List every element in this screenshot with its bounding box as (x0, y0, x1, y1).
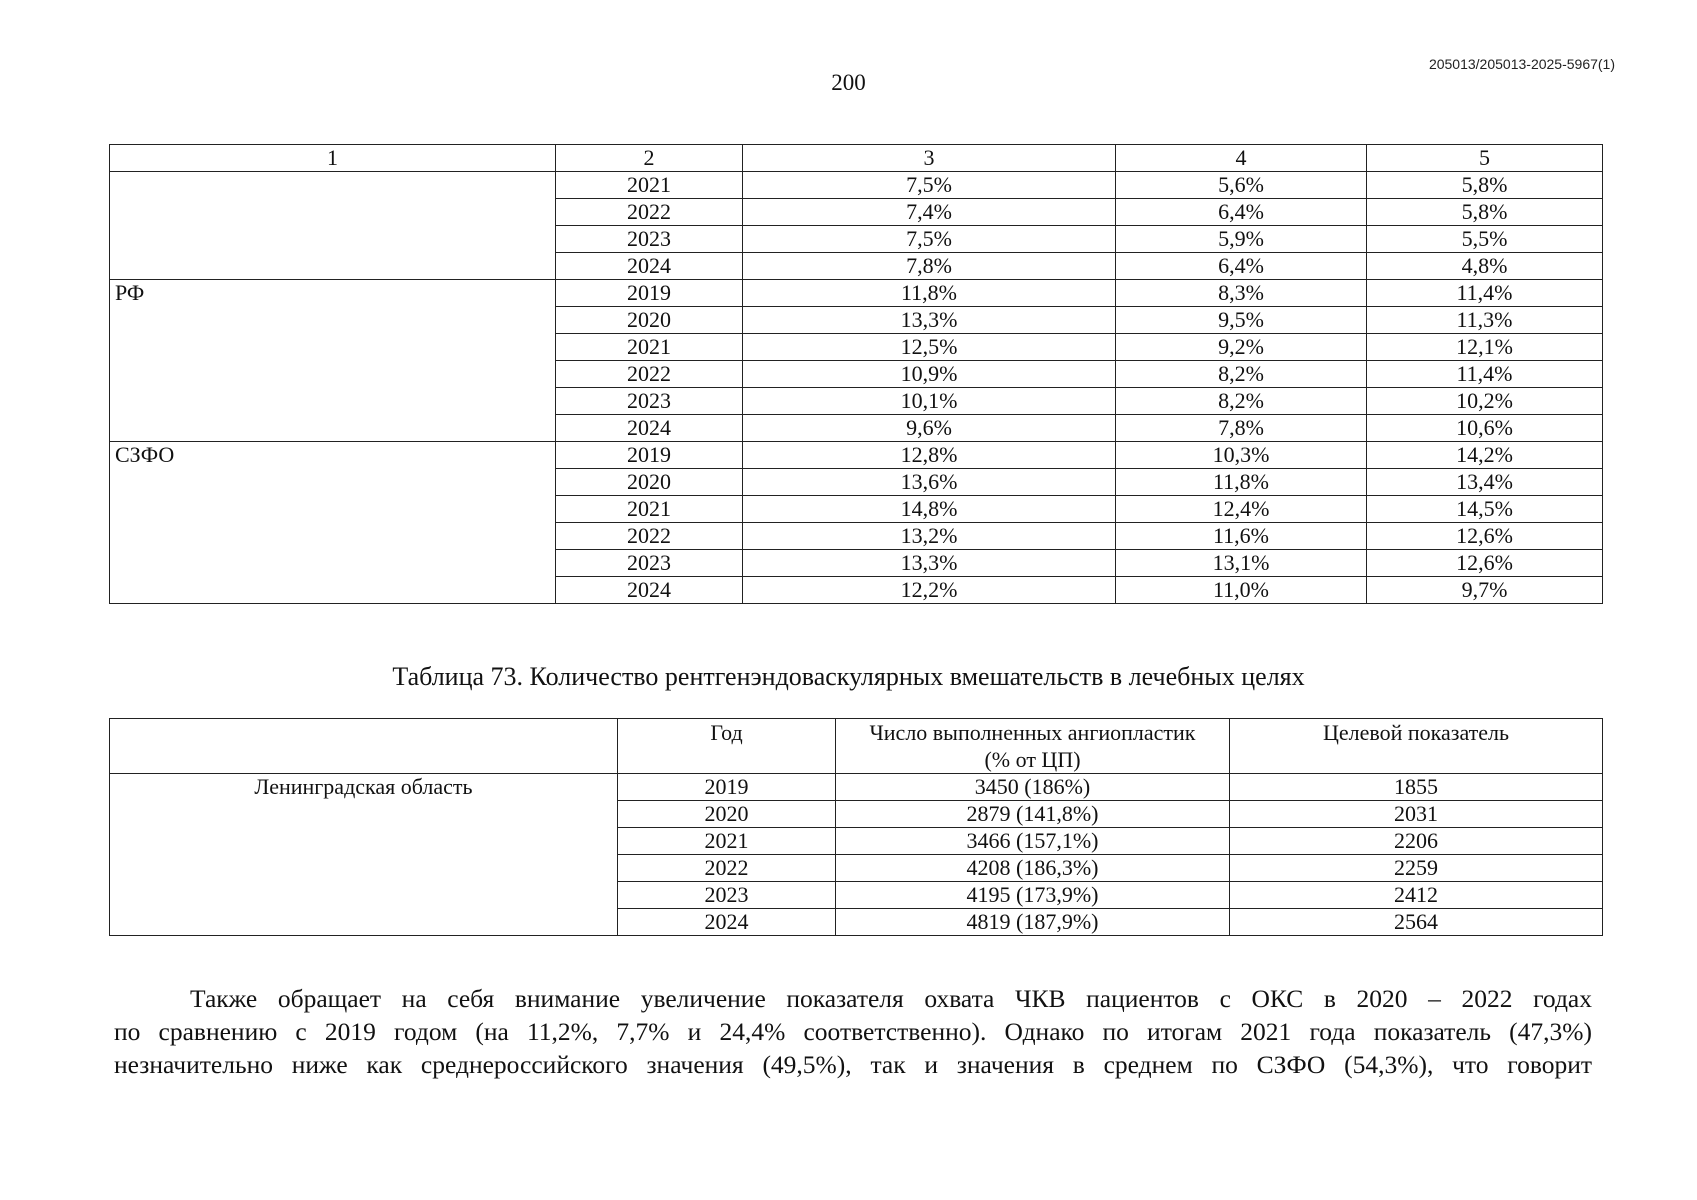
region-cell (110, 172, 556, 280)
year-cell: 2022 (618, 855, 836, 882)
column-number-cell: 4 (1116, 145, 1367, 172)
column-number-cell: 1 (110, 145, 556, 172)
value-cell: 12,8% (743, 442, 1116, 469)
value-cell: 13,3% (743, 307, 1116, 334)
value-cell: 4208 (186,3%) (836, 855, 1230, 882)
table-row (110, 442, 1603, 469)
header-cell-target: Целевой показатель (1230, 719, 1603, 774)
data-table-continued (109, 144, 1603, 604)
value-cell: 13,2% (743, 523, 1116, 550)
value-cell: 11,0% (1116, 577, 1367, 604)
header-angioplasty-line2: (% от ЦП) (984, 747, 1081, 772)
year-cell: 2023 (556, 550, 743, 577)
value-cell: 13,4% (1367, 469, 1603, 496)
year-cell: 2020 (556, 469, 743, 496)
value-cell: 2259 (1230, 855, 1603, 882)
value-cell: 4,8% (1367, 253, 1603, 280)
region-cell: Ленинградская область (110, 774, 618, 936)
value-cell: 5,6% (1116, 172, 1367, 199)
year-cell: 2021 (556, 172, 743, 199)
year-cell: 2022 (556, 361, 743, 388)
value-cell: 12,6% (1367, 523, 1603, 550)
value-cell: 8,3% (1116, 280, 1367, 307)
value-cell: 1855 (1230, 774, 1603, 801)
value-cell: 8,2% (1116, 388, 1367, 415)
value-cell: 12,1% (1367, 334, 1603, 361)
value-cell: 11,8% (743, 280, 1116, 307)
year-cell: 2024 (556, 253, 743, 280)
value-cell: 10,3% (1116, 442, 1367, 469)
value-cell: 7,5% (743, 172, 1116, 199)
year-cell: 2021 (556, 496, 743, 523)
year-cell: 2022 (556, 199, 743, 226)
table-header-row (110, 145, 1603, 172)
value-cell: 5,8% (1367, 172, 1603, 199)
value-cell: 10,6% (1367, 415, 1603, 442)
table-row (110, 172, 1603, 199)
year-cell: 2019 (556, 280, 743, 307)
value-cell: 14,5% (1367, 496, 1603, 523)
header-angioplasty-line1: Число выполненных ангиопластик (869, 720, 1196, 745)
value-cell: 9,2% (1116, 334, 1367, 361)
header-cell-empty (110, 719, 618, 774)
year-cell: 2020 (618, 801, 836, 828)
document-id: 205013/205013-2025-5967(1) (1428, 56, 1615, 72)
year-cell: 2023 (618, 882, 836, 909)
value-cell: 4819 (187,9%) (836, 909, 1230, 936)
value-cell: 12,5% (743, 334, 1116, 361)
value-cell: 11,4% (1367, 361, 1603, 388)
region-cell: РФ (110, 280, 556, 442)
paragraph-line: Также обращает на себя внимание увеличение показателя охвата ЧКВ пациентов с ОКС в 2020 – 2022 годах (190, 984, 1592, 1013)
paragraph-line: незначительно ниже как среднероссийского значения (49,5%), так и значения в среднем по СЗФО (54,3%), что говорит (114, 1050, 1592, 1079)
value-cell: 2564 (1230, 909, 1603, 936)
year-cell: 2022 (556, 523, 743, 550)
value-cell: 3466 (157,1%) (836, 828, 1230, 855)
value-cell: 13,3% (743, 550, 1116, 577)
value-cell: 12,4% (1116, 496, 1367, 523)
value-cell: 7,4% (743, 199, 1116, 226)
year-cell: 2019 (556, 442, 743, 469)
value-cell: 10,9% (743, 361, 1116, 388)
value-cell: 6,4% (1116, 199, 1367, 226)
year-cell: 2023 (556, 388, 743, 415)
value-cell: 5,5% (1367, 226, 1603, 253)
year-cell: 2020 (556, 307, 743, 334)
value-cell: 12,6% (1367, 550, 1603, 577)
year-cell: 2023 (556, 226, 743, 253)
value-cell: 7,8% (1116, 415, 1367, 442)
value-cell: 14,2% (1367, 442, 1603, 469)
value-cell: 12,2% (743, 577, 1116, 604)
value-cell: 9,5% (1116, 307, 1367, 334)
value-cell: 7,8% (743, 253, 1116, 280)
year-cell: 2024 (618, 909, 836, 936)
value-cell: 8,2% (1116, 361, 1367, 388)
value-cell: 2031 (1230, 801, 1603, 828)
table-header-row (110, 719, 1603, 774)
year-cell: 2021 (556, 334, 743, 361)
column-number-cell: 2 (556, 145, 743, 172)
value-cell: 11,4% (1367, 280, 1603, 307)
region-cell: СЗФО (110, 442, 556, 604)
year-cell: 2024 (556, 415, 743, 442)
year-cell: 2021 (618, 828, 836, 855)
value-cell: 9,6% (743, 415, 1116, 442)
value-cell: 7,5% (743, 226, 1116, 253)
value-cell: 2879 (141,8%) (836, 801, 1230, 828)
value-cell: 5,8% (1367, 199, 1603, 226)
value-cell: 11,3% (1367, 307, 1603, 334)
value-cell: 10,2% (1367, 388, 1603, 415)
value-cell: 5,9% (1116, 226, 1367, 253)
value-cell: 10,1% (743, 388, 1116, 415)
year-cell: 2019 (618, 774, 836, 801)
year-cell: 2024 (556, 577, 743, 604)
value-cell: 4195 (173,9%) (836, 882, 1230, 909)
page-number: 200 (831, 70, 866, 95)
table-row (110, 774, 1603, 801)
value-cell: 6,4% (1116, 253, 1367, 280)
value-cell: 3450 (186%) (836, 774, 1230, 801)
value-cell: 14,8% (743, 496, 1116, 523)
table-caption: Таблица 73. Количество рентгенэндоваскулярных вмешательств в лечебных целях (392, 662, 1305, 691)
header-cell-angioplasty (836, 719, 1230, 774)
value-cell: 11,6% (1116, 523, 1367, 550)
column-number-cell: 5 (1367, 145, 1603, 172)
value-cell: 13,6% (743, 469, 1116, 496)
value-cell: 13,1% (1116, 550, 1367, 577)
body-paragraph (114, 982, 1592, 1081)
header-cell-year: Год (618, 719, 836, 774)
value-cell: 2412 (1230, 882, 1603, 909)
value-cell: 2206 (1230, 828, 1603, 855)
table-row (110, 280, 1603, 307)
column-number-cell: 3 (743, 145, 1116, 172)
angioplasty-table (109, 718, 1603, 936)
value-cell: 9,7% (1367, 577, 1603, 604)
value-cell: 11,8% (1116, 469, 1367, 496)
paragraph-line: по сравнению с 2019 годом (на 11,2%, 7,7% и 24,4% соответственно). Однако по итогам 2021 года показатель (47,3%) (114, 1017, 1592, 1046)
